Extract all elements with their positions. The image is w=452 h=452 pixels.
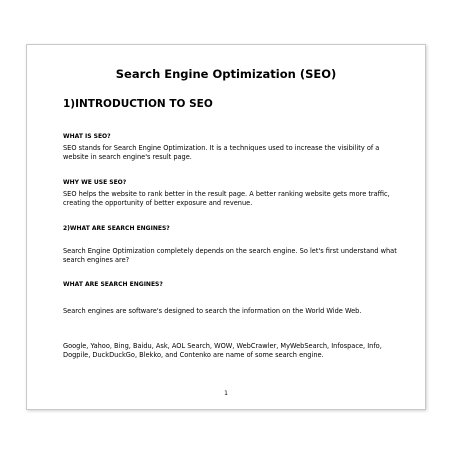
document-page — [26, 44, 426, 410]
paragraph-why-use-seo: SEO helps the website to rank better in the result page. A better ranking website gets more traffic, creating the opportunity of better exposure and revenue. — [63, 190, 390, 208]
paragraph-search-engines-list: Google, Yahoo, Bing, Baidu, Ask, AOL Search, WOW, WebCrawler, MyWebSearch, Infospace, Info, Dogpile, DuckDuckGo, Blekko, and Contenko are name of some search engine. — [63, 342, 382, 360]
section-heading-introduction: 1)INTRODUCTION TO SEO — [63, 98, 213, 110]
heading-why-use-seo: WHY WE USE SEO? — [63, 179, 127, 186]
paragraph-search-engines-definition: Search engines are software's designed to search the information on the World Wide Web. — [63, 307, 362, 315]
heading-what-is-seo: WHAT IS SEO? — [63, 133, 111, 140]
paragraph-search-engines-intro: Search Engine Optimization completely depends on the search engine. So let's first understand what search engines are? — [63, 247, 397, 265]
paragraph-what-is-seo: SEO stands for Search Engine Optimization. It is a techniques used to increase the visibility of a website in search engine's result page. — [63, 144, 380, 162]
section-heading-search-engines: 2)WHAT ARE SEARCH ENGINES? — [63, 225, 170, 232]
heading-what-are-search-engines: WHAT ARE SEARCH ENGINES? — [63, 281, 163, 288]
page-number: 1 — [224, 390, 228, 397]
document-title: Search Engine Optimization (SEO) — [115, 67, 337, 81]
